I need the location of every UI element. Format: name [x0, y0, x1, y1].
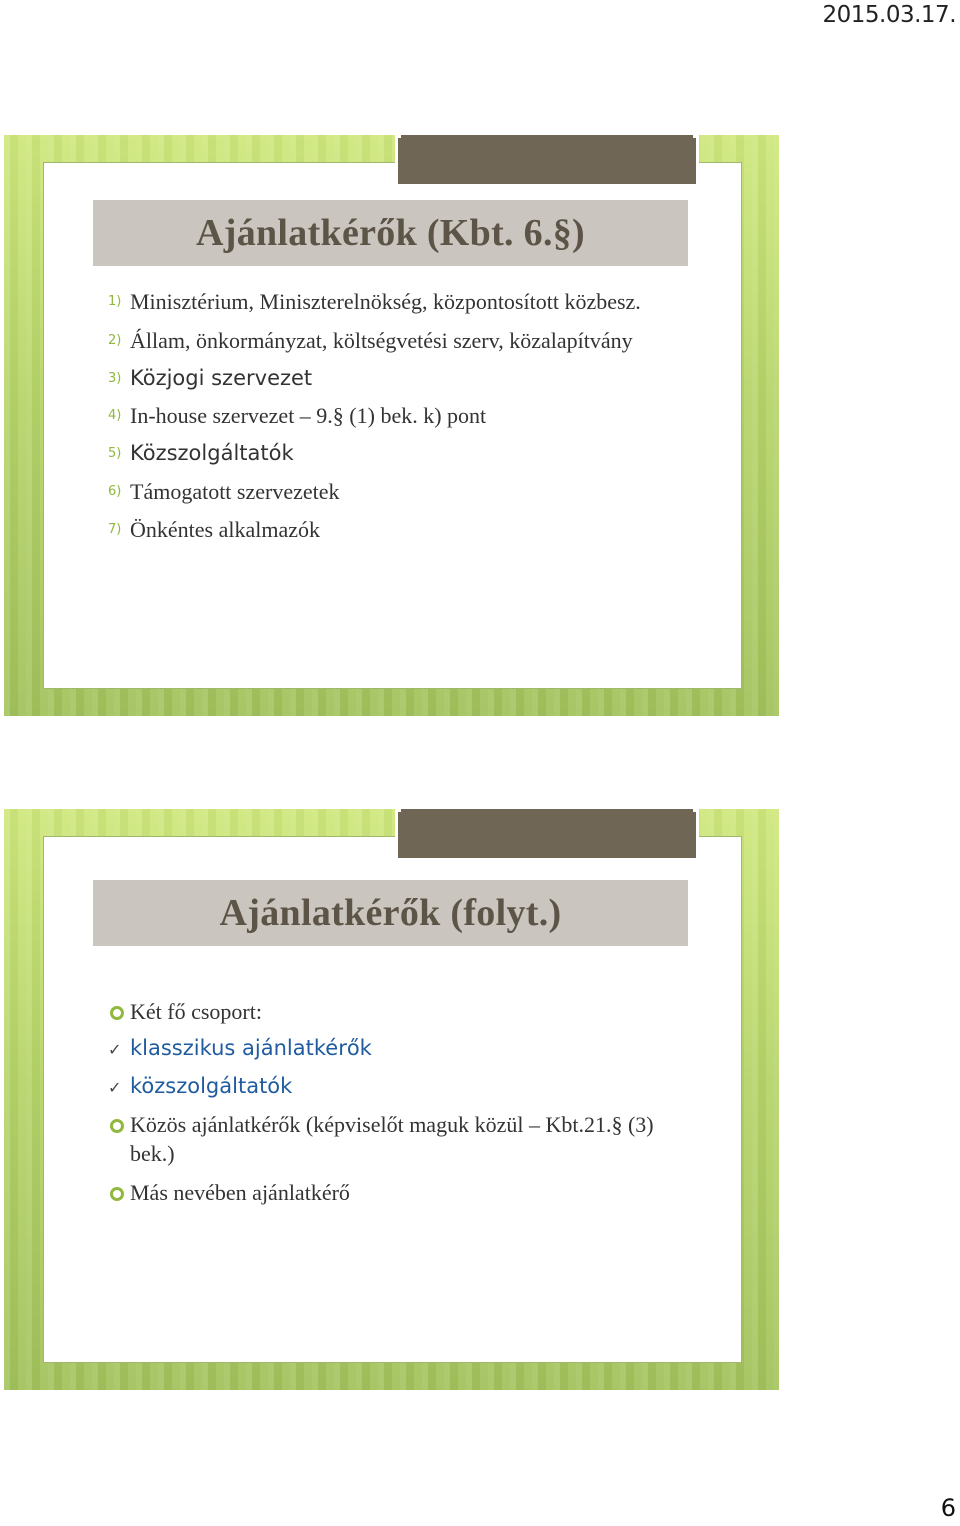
- list-item: [108, 401, 668, 430]
- list-item: [108, 477, 668, 506]
- slide-2-title-bar: [93, 880, 688, 946]
- list-item: [108, 364, 668, 393]
- slide-1-title-bar: [93, 200, 688, 266]
- list-item-text: Állam, önkormányzat, költségvetési szerv, közalapítvány: [130, 328, 633, 353]
- list-item-text: Közös ajánlatkérők (képviselőt maguk közül – Kbt.21.§ (3) bek.): [130, 1112, 654, 1166]
- slide-2: [4, 809, 779, 1390]
- list-item-text: Támogatott szervezetek: [130, 479, 340, 504]
- page-date: 2015.03.17.: [822, 2, 956, 28]
- slide-1-title: Ajánlatkérők (Kbt. 6.§): [196, 212, 585, 254]
- list-number: 5): [108, 446, 122, 461]
- list-item: [108, 1034, 668, 1064]
- ring-bullet-icon: [108, 1110, 130, 1133]
- list-item-text: Közjogi szervezet: [130, 366, 313, 390]
- list-number: 7): [108, 522, 122, 537]
- slide-1-numbered-list: [108, 287, 668, 544]
- list-item: [108, 515, 668, 544]
- list-item-text: közszolgáltatók: [130, 1074, 293, 1098]
- list-item: [108, 997, 668, 1026]
- list-number: 3): [108, 371, 122, 386]
- slide-2-bullet-list: [108, 997, 668, 1207]
- list-item-text: klasszikus ajánlatkérők: [130, 1036, 372, 1060]
- list-number: 2): [108, 333, 122, 348]
- slide-2-decorative-tab: [395, 809, 699, 861]
- list-number: 6): [108, 484, 122, 499]
- ring-bullet-icon: [108, 1178, 130, 1201]
- list-item-text: Két fő csoport:: [130, 999, 262, 1024]
- list-item-text: In-house szervezet – 9.§ (1) bek. k) pont: [130, 403, 487, 428]
- list-item: [108, 1110, 668, 1168]
- page-number: 6: [940, 1494, 956, 1522]
- list-item: [108, 1178, 668, 1207]
- list-item: [108, 1072, 668, 1102]
- list-item-text: Közszolgáltatók: [130, 441, 294, 465]
- list-item-text: Minisztérium, Miniszterelnökség, központosított közbesz.: [130, 289, 641, 314]
- ring-bullet-icon: [108, 997, 130, 1020]
- list-item-text: Más nevében ajánlatkérő: [130, 1180, 350, 1205]
- list-number: 4): [108, 408, 122, 423]
- list-item: [108, 439, 668, 468]
- checkmark-icon: ✓: [108, 1040, 122, 1059]
- slide-2-title: Ajánlatkérők (folyt.): [219, 892, 562, 934]
- slide-1-decorative-tab: [395, 135, 699, 187]
- checkmark-icon: ✓: [108, 1078, 122, 1097]
- list-item-text: Önkéntes alkalmazók: [130, 517, 320, 542]
- list-item: [108, 326, 668, 355]
- slide-1: [4, 135, 779, 716]
- list-item: [108, 287, 668, 316]
- list-number: 1): [108, 294, 122, 309]
